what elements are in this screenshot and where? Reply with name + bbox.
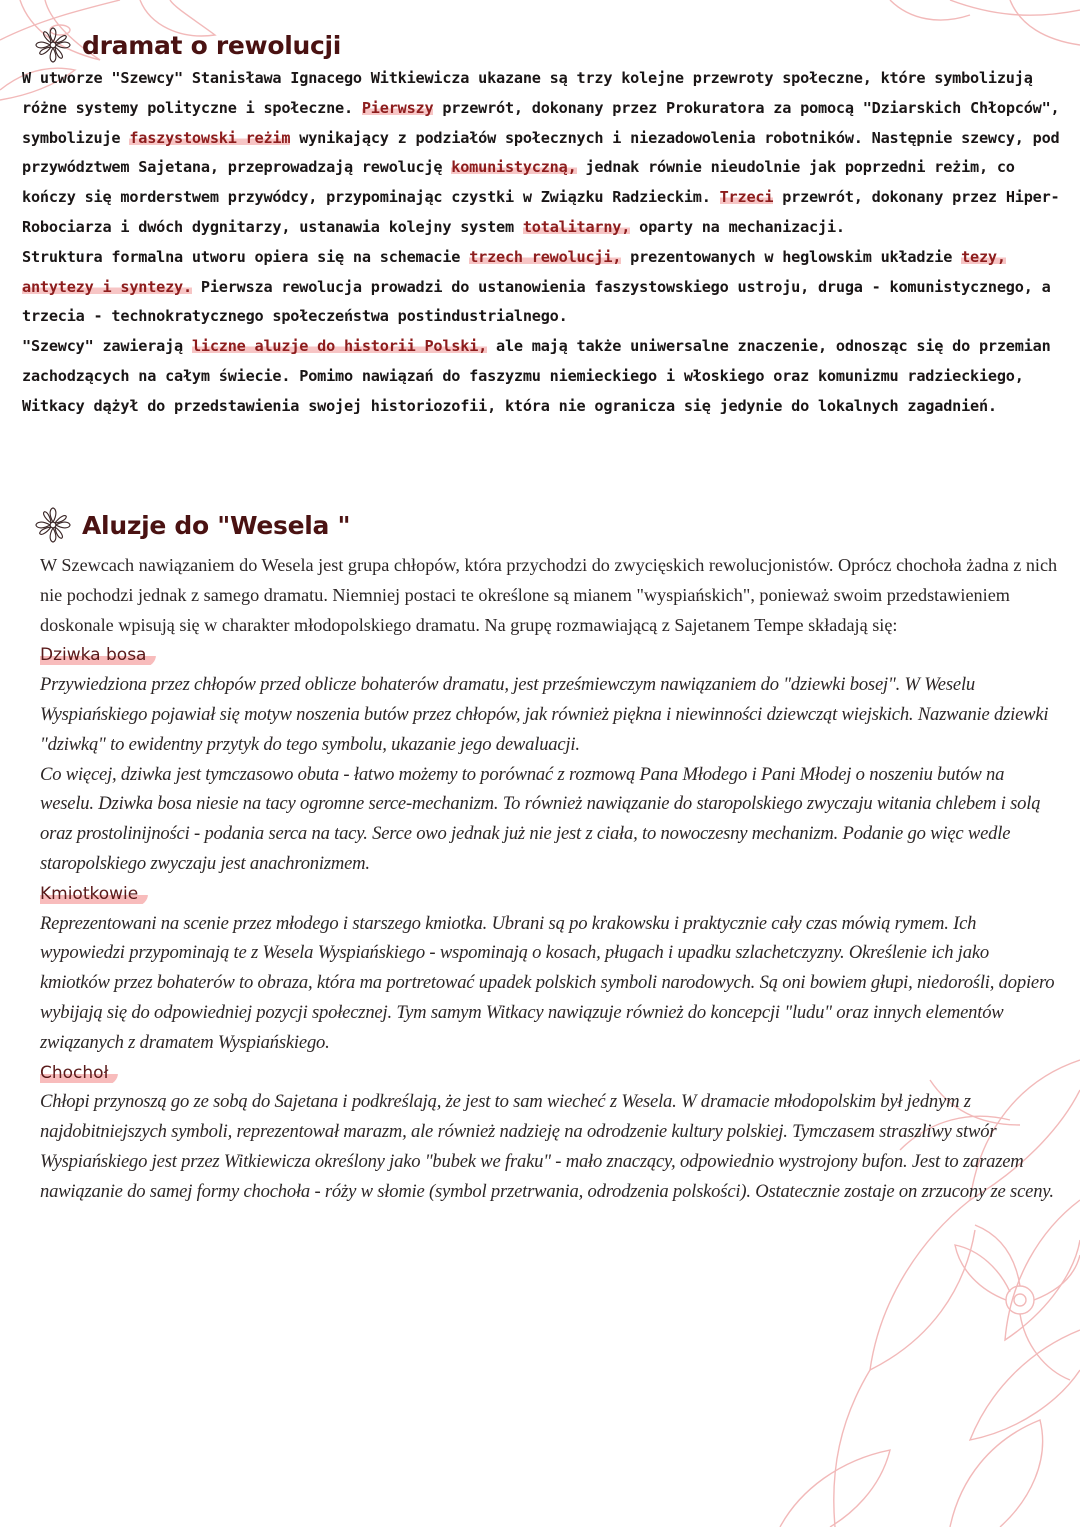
highlighted-phrase: tezy, antytezy i syntezy. [22,247,1006,296]
highlighted-phrase: faszystowski reżim [129,128,291,147]
highlighted-phrase: komunistyczną, [451,158,577,177]
section1-title: dramat o rewolucji [82,30,342,60]
text-run: W utworze "Szewcy" Stanisława Ignacego Witkiewicza ukazane są trzy kolejne przewroty społeczne, które symbolizują różne systemy polityczne i społeczne. [22,69,1033,117]
dziwka-bosa-paragraph-1: Przywiedziona przez chłopów przed oblicze bohaterów dramatu, jest prześmiewczym nawiązaniem do "dziewki bosej". W Weselu Wyspiańskiego pojawiał się motyw noszenia butów przez chłopów, jak również piękna i niewinności dziewcząt wiejskich. Nazwanie dziewki "dziwką" to ewidentny przytyk do tego symbolu, ukazanie jego dewaluacji. [40,674,1049,755]
text-run: "Szewcy" zawierają [22,337,192,356]
text-run: prezentowanych w heglowskim układzie [621,247,962,266]
section1-body [22,64,1062,422]
subheading-kmiotkowie: Kmiotkowie [40,882,148,906]
highlighted-phrase: Trzeci [719,188,774,207]
text-run: ale mają także uniwersalne znaczenie, odnosząc się do przemian zachodzących na całym świecie. Pomimo nawiązań do faszyzmu niemieckiego i włoskiego oraz komunizmu radzieckiego, Witkacy dążył do przedstawienia swojej historiozofii, która nie ogranicza się jedynie do lokalnych zagadnień. [22,337,1051,415]
text-run: przewrót, dokonany przez Prokuratora za pomocą "Dziarskich Chłopców", symbolizuje [22,98,1060,147]
section2-title: Aluzje do "Wesela " [82,510,351,540]
dziwka-bosa-paragraph-2: Co więcej, dziwka jest tymczasowo obuta - łatwo możemy to porównać z rozmową Pana Młodego i Pani Młodej o noszeniu butów na weselu. Dziwka bosa niesie na tacy ogromne serce-mechanizm. To również nawiązanie do staropolskiego zwyczaju witania chlebem i solą oraz prostolinijności - podania serca na tacy. Serce owo jednak już nie jest z ciała, to nowoczesny mechanizm. Podanie go więc wedle staropolskiego zwyczaju jest anachronizmem. [40,763,1041,874]
flower-icon [34,26,72,64]
text-run: wynikający z podziałów społecznych i niezadowolenia robotników. Następnie szewcy, pod przywództwem Sajetana, przeprowadzają rewolucję [22,128,1060,177]
kmiotkowie-paragraph: Reprezentowani na scenie przez młodego i starszego kmiotka. Ubrani są po krakowsku i praktycznie cały czas mówią rymem. Ich wypowiedzi przypominają te z Wesela Wyspiańskiego - wspominają o kosach, pługach i upadku szlachetczyzny. Określenie ich jako kmiotków przez bohaterów to obraza, która ma portretować upadek polskich symboli narodowych. Są oni bowiem głupi, niedorośli, dopiero wybijają się do odpowiedniej pozycji społecznej. Tym samym Witkacy nawiązuje również do koncepcji "ludu" oraz innych elementów związanych z dramatem Wyspiańskiego. [40,912,1055,1053]
flower-icon [34,506,72,544]
subheading-dziwka-bosa: Dziwka bosa [40,643,156,667]
section1-paragraph-2 [22,243,1062,332]
text-run: przewrót, dokonany przez Hiper-Robociarza i dwóch dygnitarzy, ustanawia kolejny system [22,188,1060,236]
text-run: Struktura formalna utworu opiera się na schemacie [22,247,470,266]
text-run: Pierwsza rewolucja prowadzi do ustanowienia faszystowskiego ustroju, druga - komunistycznego, a trzecia - technokratycznego społeczeństwa postindustrialnego. [22,277,1051,326]
section1-paragraph-1 [22,64,1062,243]
section2-heading [34,506,350,544]
highlighted-phrase: Pierwszy [361,98,434,117]
section1-heading [34,26,341,64]
text-run: jednak równie nieudolnie jak poprzedni reżim, co kończy się morderstwem przywódcy, przypominając czystki w Związku Radzieckim. [22,158,1015,207]
subheading-chochol: Chochoł [40,1061,118,1085]
highlighted-phrase: liczne aluzje do historii Polski, [191,337,488,356]
chochol-paragraph: Chłopi przynoszą go ze sobą do Sajetana i podkreślają, że jest to sam wiecheć z Wesela. W dramacie młodopolskim był jednym z najdobitniejszych symboli, reprezentował marazm, ale również nadzieję na odrodzenie kultury polskiej. Tymczasem straszliwy stwór Wyspiańskiego jest przez Witkiewicza określony jako "bubek we fraku" - mało znaczący, odpowiednio wystrojony bufon. Jest to zarazem nawiązanie do samej formy chochoła - róży w słomie (symbol przetrwania, odrodzenia polskości). Ostatecznie zostaje on zrzucony ze sceny. [40,1091,1054,1202]
section2-intro: W Szewcach nawiązaniem do Wesela jest grupa chłopów, która przychodzi do zwycięskich rewolucjonistów. Oprócz chochoła żadna z nich nie pochodzi jednak z samego dramatu. Niemniej postaci te określone są mianem "wyspiańskich", ponieważ swoim przedstawieniem doskonale wpisują się w charakter młodopolskiego dramatu. Na grupę rozmawiającą z Sajetanem Tempe składają się: [40,555,1058,635]
text-run: oparty na mechanizacji. [630,217,845,236]
section2-body [40,551,1060,1207]
section1-paragraph-3 [22,332,1062,421]
highlighted-phrase: totalitarny, [522,217,631,236]
highlighted-phrase: trzech rewolucji, [469,247,622,266]
